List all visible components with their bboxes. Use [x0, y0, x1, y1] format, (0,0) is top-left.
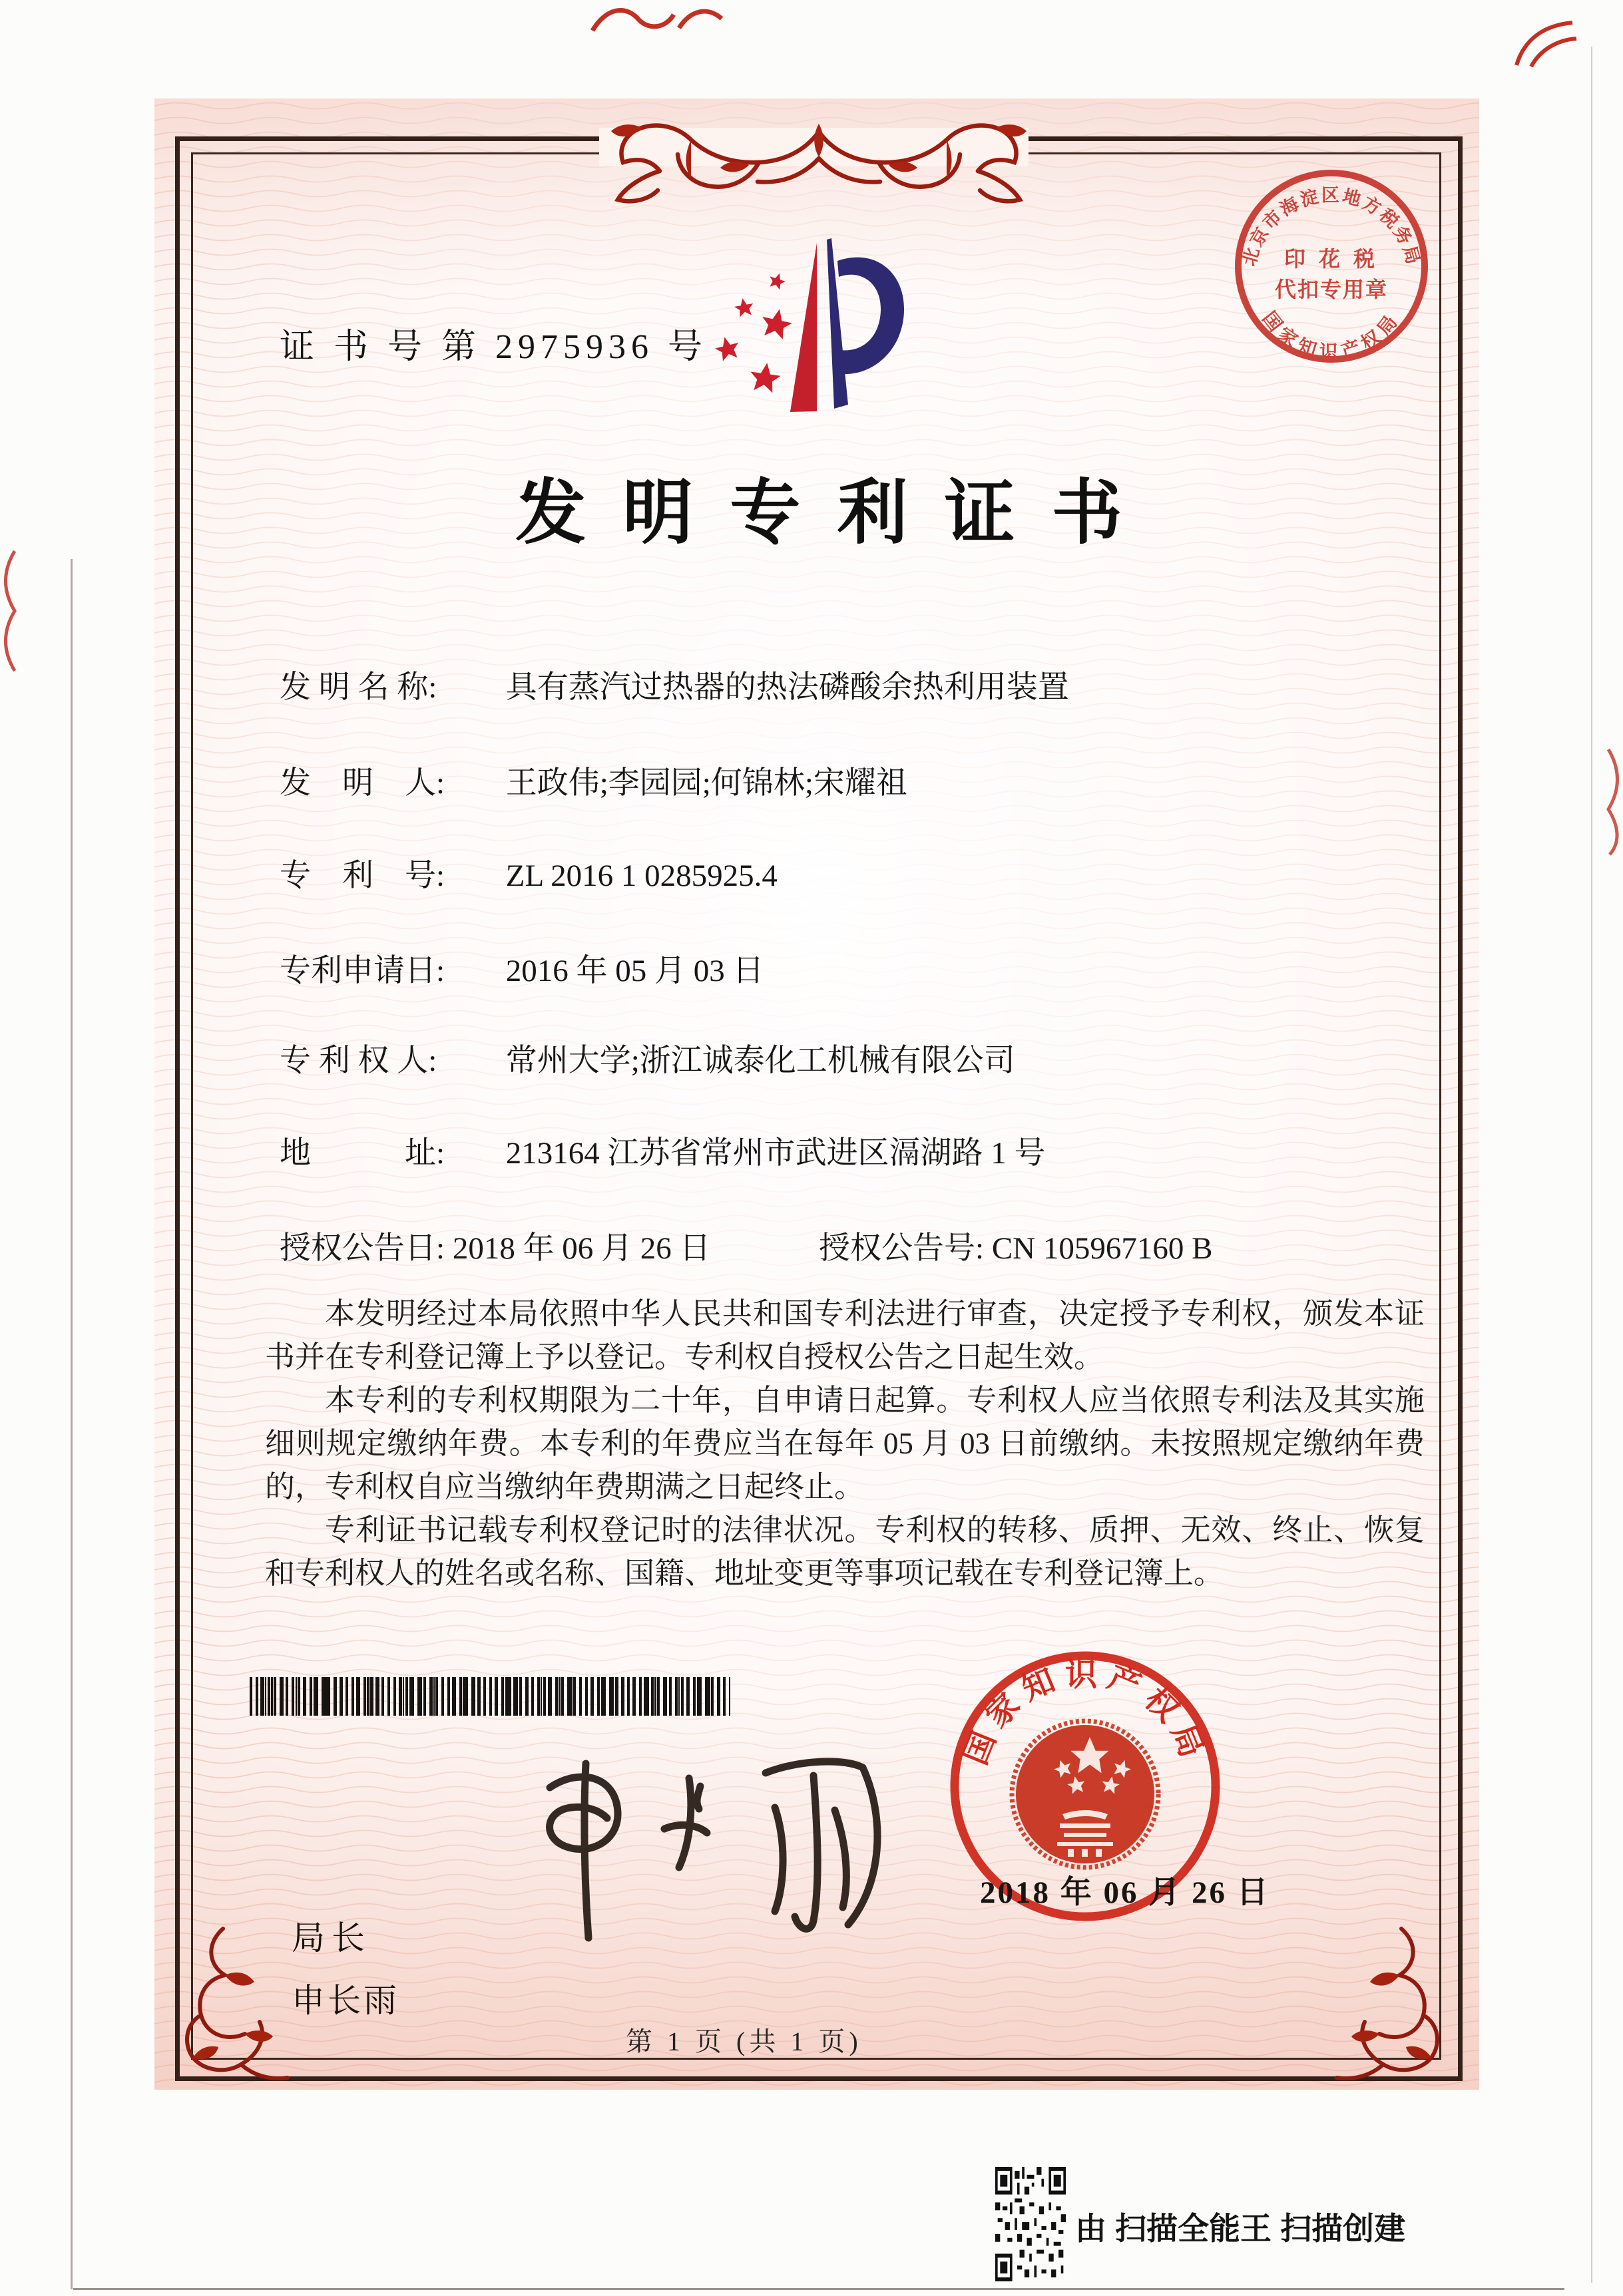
- scan-app-note: 由 扫描全能王 扫描创建: [1075, 2211, 1406, 2246]
- signer-name: 申长雨: [292, 1982, 399, 2019]
- body-paragraph: 专利证书记载专利权登记时的法律状况。专利权的转移、质押、无效、终止、恢复和专利权人的姓名或名称、国籍、地址变更等事项记载在专利登记簿上。: [265, 1513, 1425, 1590]
- paper-edge-bottom: [73, 2288, 1564, 2290]
- paper-edge-left: [71, 559, 73, 2289]
- bottom-left-flourish-icon: [160, 1923, 293, 2096]
- grant-number-label: 授权公告号:: [819, 1231, 985, 1266]
- body-paragraph: 本专利的专利权期限为二十年，自申请日起算。专利权人应当依照专利法及其实施细则规定缴纳年费。本专利的年费应当在每年 05 月 03 日前缴纳。未按照规定缴纳年费的，专利权自应当缴纳年费期满之日起终止。: [265, 1384, 1425, 1503]
- body-paragraph: 本发明经过本局依照中华人民共和国专利法进行审查，决定授予专利权，颁发本证书并在专利登记簿上予以登记。专利权自授权公告之日起生效。: [265, 1297, 1425, 1374]
- signature-icon: [486, 1744, 912, 1950]
- left-lace-fragment-icon: [0, 546, 19, 685]
- grant-date-row: [280, 1223, 711, 1268]
- field-value: 具有蒸汽过热器的热法磷酸余热利用装置: [505, 670, 1069, 705]
- field-label: 专 利 号:: [280, 859, 445, 893]
- grant-number-value: CN 105967160 B: [991, 1231, 1213, 1266]
- svg-text:国家知识产权局: [1258, 307, 1405, 363]
- cnipa-logo-icon: [706, 220, 919, 439]
- tax-stamp-ring-top-text: 北京市海淀区地方税务局: [1239, 185, 1424, 268]
- field-label: 发 明 名 称:: [280, 670, 437, 705]
- field-row-invention-name: [280, 662, 1069, 707]
- field-row-inventors: [280, 758, 907, 803]
- paper-edge-right: [1591, 47, 1592, 2283]
- page-indicator: 第 1 页 (共 1 页): [626, 2026, 862, 2056]
- top-lace-fragment-icon: [586, 0, 732, 33]
- bottom-right-flourish-icon: [1331, 1923, 1465, 2096]
- tax-stamp-center-line2: 代扣专用章: [1274, 278, 1389, 301]
- top-flourish-ornament-icon: [586, 93, 1052, 226]
- field-value: 王政伟;李园园;何锦林;宋耀祖: [505, 766, 907, 801]
- qr-code-icon: [995, 2167, 1066, 2281]
- tax-stamp-center-line1: 印 花 税: [1283, 247, 1379, 271]
- seal-date: 2018 年 06 月 26 日: [980, 1875, 1270, 1910]
- field-value: 常州大学;浙江诚泰化工机械有限公司: [505, 1044, 1015, 1078]
- field-value: 213164 江苏省常州市武进区滆湖路 1 号: [505, 1136, 1046, 1171]
- grant-date-label: 授权公告日:: [280, 1231, 445, 1266]
- barcode-icon: [250, 1677, 730, 1716]
- field-label: 专利申请日:: [280, 954, 445, 988]
- certificate-number: 证 书 号 第 2975936 号: [280, 328, 708, 366]
- field-row-address: [280, 1128, 1046, 1173]
- field-label: 地 址:: [280, 1136, 445, 1171]
- field-value: 2016 年 05 月 03 日: [505, 954, 764, 988]
- field-label: 专 利 权 人:: [280, 1044, 437, 1078]
- grant-date-value: 2018 年 06 月 26 日: [452, 1231, 711, 1266]
- field-value: ZL 2016 1 0285925.4: [505, 859, 778, 893]
- certificate-title: 发明专利证书: [515, 475, 1159, 552]
- tax-stamp-ring-bottom-text: 国家知识产权局: [1258, 307, 1405, 363]
- grant-number-row: [819, 1223, 1212, 1268]
- field-label: 发 明 人:: [280, 766, 445, 801]
- top-right-lace-fragment-icon: [1511, 12, 1584, 72]
- legal-text-block: [265, 1292, 1425, 1595]
- seal-ring-text: 国家知识产权局: [957, 1657, 1213, 1770]
- right-lace-fragment-icon: [1606, 745, 1623, 859]
- field-row-filing-date: [280, 946, 764, 990]
- field-row-patent-number: [280, 851, 778, 895]
- field-row-patentee: [280, 1036, 1015, 1080]
- tax-stamp-icon: [1232, 166, 1431, 366]
- signer-title: 局长: [292, 1919, 371, 1957]
